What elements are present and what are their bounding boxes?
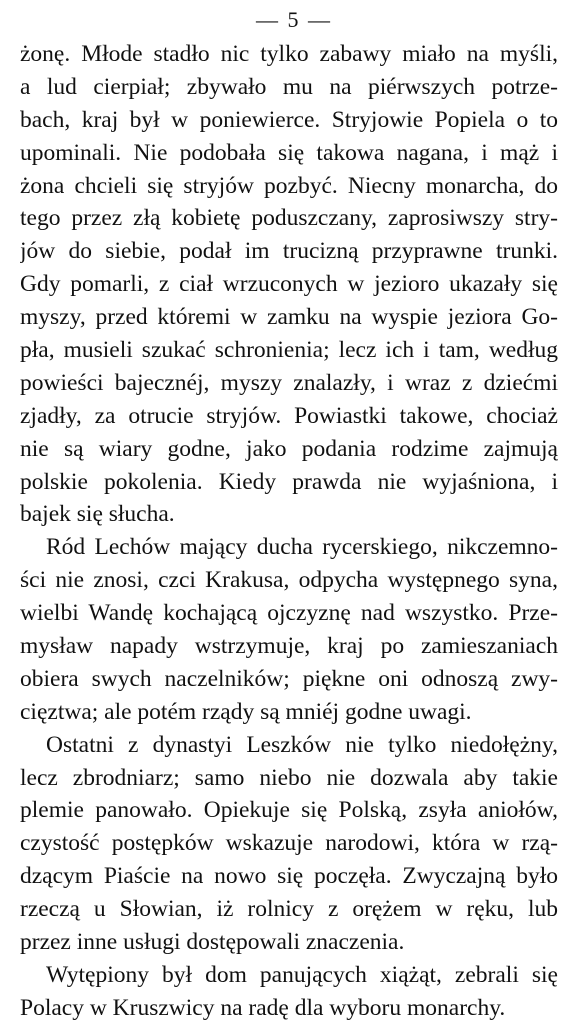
text-line: czystość postępków wskazuje narodowi, która w rzą- [20, 830, 558, 857]
text-line: rzeczą u Słowian, iż rolnicy z orężem w ręku, lub [20, 896, 558, 923]
text-line: żona chcieli się stryjów pozbyć. Niecny monarcha, do [20, 172, 558, 199]
text-line: plemie panowało. Opiekuje się Polską, zsyła aniołów, [20, 797, 558, 824]
text-line: obiera swych naczelników; piękne oni odnoszą zwy- [20, 665, 558, 692]
text-line: zjadły, za otrucie stryjów. Powiastki takowe, chociaż [20, 402, 558, 429]
paragraph [20, 959, 558, 1025]
text-body [20, 38, 558, 1025]
text-line: upominali. Nie podobała się takowa nagana, i mąż i [20, 139, 558, 166]
text-line: pła, musieli szukać schronienia; lecz ich i tam, według [20, 337, 558, 364]
text-line: ści nie znosi, czci Krakusa, odpycha występnego syna, [20, 567, 558, 594]
page-number: — 5 — [256, 7, 332, 32]
text-line: myszy, przed któremi w zamku na wyspie jeziora Go- [20, 304, 558, 331]
text-line: powieści bajecznéj, myszy znalazły, i wraz z dziećmi [20, 369, 558, 396]
text-line: bach, kraj był w poniewierce. Stryjowie Popiela o to [20, 106, 558, 133]
text-line: tego przez złą kobietę poduszczany, zaprosiwszy stry- [20, 205, 558, 232]
text-line: Ród Lechów mający ducha rycerskiego, nikczemno- [46, 534, 558, 561]
text-line: żonę. Młode stadło nic tylko zabawy miało na myśli, [20, 41, 558, 67]
text-line: polskie pokolenia. Kiedy prawda nie wyjaśniona, i [20, 468, 558, 495]
text-line: cięztwa; ale potém rządy są mniéj godne uwagi. [20, 698, 472, 725]
text-line: lecz zbrodniarz; samo niebo nie dozwala aby takie [20, 764, 558, 791]
text-line: a lud cierpiał; zbywało mu na piérwszych potrze- [20, 73, 558, 100]
text-line: Polacy w Kruszwicy na radę dla wyboru monarchy. [20, 994, 506, 1021]
text-line: Gdy pomarli, z ciał wrzuconych w jezioro ukazały się [20, 271, 558, 298]
text-line: Ostatni z dynastyi Leszków nie tylko niedołężny, [46, 731, 558, 758]
text-line: wielbi Wandę kochającą ojczyznę nad wszystko. Prze- [20, 600, 558, 627]
paragraph [20, 729, 558, 959]
paragraph [20, 38, 558, 531]
paragraph [20, 531, 558, 728]
text-line: mysław napady wstrzymuje, kraj po zamieszaniach [20, 633, 558, 660]
text-line: dzącym Piaście na nowo się poczęła. Zwyczajną było [20, 863, 558, 890]
text-line: jów do siebie, podał im trucizną przyprawne trunki. [20, 238, 558, 265]
text-line: bajek się słucha. [20, 501, 175, 528]
text-line: Wytępiony był dom panujących xiążąt, zebrali się [46, 961, 558, 988]
text-line: nie są wiary godne, jako podania rodzime zajmują [20, 435, 558, 462]
text-line: przez inne usługi dostępowali znaczenia. [20, 929, 405, 956]
